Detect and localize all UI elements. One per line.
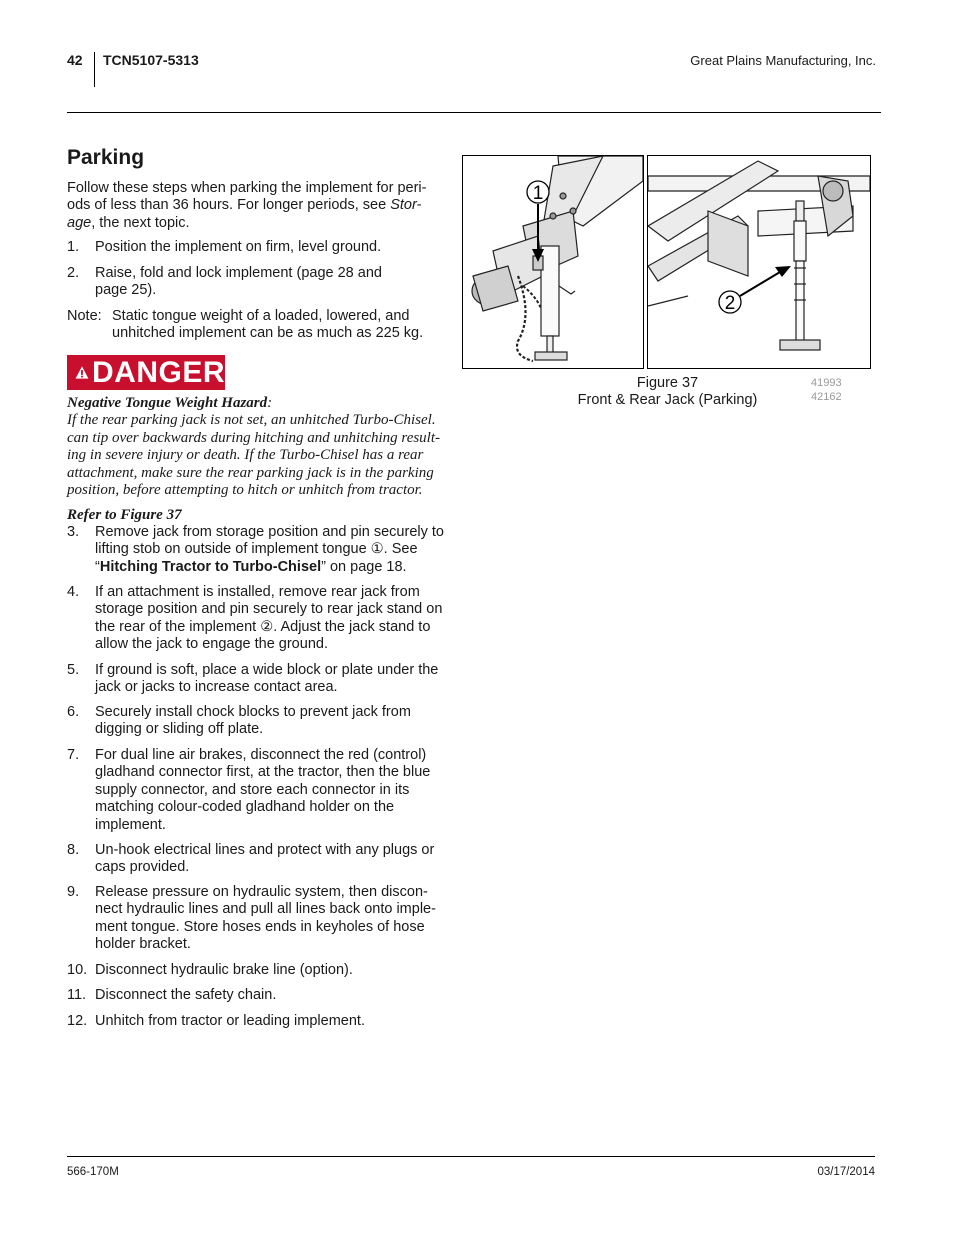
storage-link[interactable]: Stor- [390,197,422,214]
callout-1: 1 [532,183,544,204]
figure-title: Front & Rear Jack (Parking) [577,392,758,408]
front-jack-illustration [463,156,643,368]
hazard-block: Negative Tongue Weight Hazard: If the rear parking jack is not set, an unhitched Turbo-Chisel. can tip over backwards during hitching and unhitching result- ing in severe injury or death. If the Turbo-Chisel has a rear attachment, make sure the rear parking jack is in the parking position, before attempting to hitch or unhitch from tractor. [67,395,459,499]
figure-ids: 41993 42162 [811,377,842,403]
footer-date: 03/17/2014 [817,1166,875,1178]
list-item: 3. Remove jack from storage position and pin securely to lifting stob on outside of implement tongue ①. See “Hitching Tractor to Turbo-Chisel” on page 18. [67,524,444,575]
list-item: 8. Un-hook electrical lines and protect with any plugs or caps provided. [67,842,435,876]
note-label: Note: [67,308,102,324]
list-item: 9. Release pressure on hydraulic system, then discon- nect hydraulic lines and pull all lines back onto imple- ment tongue. Store hoses ends in keyholes of hose holder bracket. [67,884,436,953]
rear-jack-illustration [648,156,870,368]
header-rule [67,112,881,113]
list-item: 5. If ground is soft, place a wide block or plate under the jack or jacks to increase contact area. [67,662,439,696]
figure-label: Figure 37 [636,375,699,391]
list-item: 6. Securely install chock blocks to prevent jack from digging or sliding off plate. [67,704,411,738]
intro-paragraph: Follow these steps when parking the implement for peri- ods of less than 36 hours. For longer periods, see Stor- age, the next topic. [67,180,427,231]
rear-jack-image [647,155,871,369]
footer-doc-number: 566-170M [67,1166,119,1178]
hazard-title: Negative Tongue Weight Hazard [67,395,268,411]
warning-triangle-icon [75,360,89,385]
list-item: 2. Raise, fold and lock implement (page 28 and page 25). [67,265,382,299]
list-item: 7. For dual line air brakes, disconnect the red (control) gladhand connector first, at the tractor, then the blue supply connector, and store each connector in its matching colour-coded gladhand holder on the implement. [67,747,431,833]
list-item: 1. Position the implement on firm, level ground. [67,239,382,255]
danger-label: DANGER [67,355,225,390]
callout-2: 2 [724,293,736,314]
hitching-link[interactable]: Hitching Tractor to Turbo-Chisel [99,558,322,575]
document-id: TCN5107-5313 [103,52,199,68]
front-jack-image [462,155,644,369]
figure-reference: Refer to Figure 37 [67,507,182,523]
list-item: 12. Unhitch from tractor or leading implement. [67,1013,365,1029]
list-item: 4. If an attachment is installed, remove rear jack from storage position and pin securely to rear jack stand on the rear of the implement ②. Adjust the jack stand to allow the jack to engage the ground. [67,584,443,653]
hazard-text: If the rear parking jack is not set, an unhitched Turbo-Chisel. can tip over backwards during hitching and unhitching result- ing in severe injury or death. If the Turbo-Chisel has a rear attachment, make sure the rear parking jack is in the parking position, before attempting to hitch or unhitch from tractor. [67,412,441,499]
note: Note: Static tongue weight of a loaded, lowered, and unhitched implement can be as much as 225 kg. [67,308,424,342]
figure-caption [560,375,775,409]
list-item: 11. Disconnect the safety chain. [67,987,277,1003]
section-title: Parking [67,146,145,169]
footer-rule [67,1156,875,1157]
list-item: 10. Disconnect hydraulic brake line (option). [67,962,353,978]
header-divider [94,52,95,87]
company-name: Great Plains Manufacturing, Inc. [690,53,876,68]
page-number: 42 [67,52,83,68]
